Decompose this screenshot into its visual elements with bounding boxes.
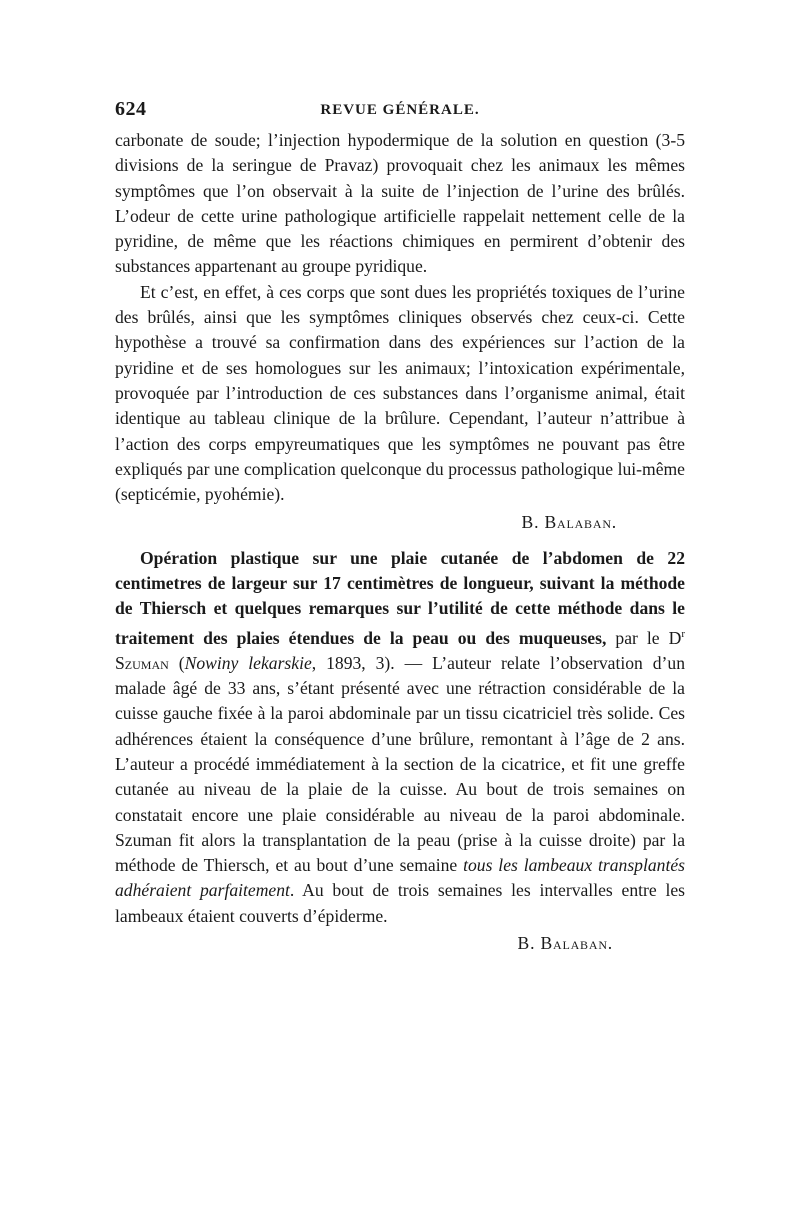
article-byline: par le D: [606, 627, 682, 648]
running-title: REVUE GÉNÉRALE.: [320, 102, 480, 118]
article-body-2: . Au bout de trois semaines les intervalles entre les lambeaux étaient couverts d’épiderme.: [115, 880, 685, 926]
page-header: [115, 98, 685, 124]
paren-open: (: [168, 652, 185, 673]
paragraph-continuation: carbonate de soude; l’injection hypodermique de la solution en question (3-5 divisions de la seringue de Pravaz) provoquait chez les animaux les mêmes symptômes que l’on observait à la suite de l’injection de l’urine des brûlés. L’odeur de cette urine pathologique artificielle rappelait nettement celle de la pyridine, de même que les réactions chimiques en permirent d’obtenir des substances appartenant au groupe pyridique.: [115, 130, 685, 277]
paragraph-toxicity: Et c’est, en effet, à ces corps que sont dues les propriétés toxiques de l’urine des brûlés, ainsi que les symptômes cliniques observés chez ceux-ci. Cette hypothèse a trouvé sa confirmation dans des expériences sur l’action de la pyridine et de ses homologues sur les animaux; l’intoxication expérimentale, provoquée par l’introduction de ces substances dans l’organisme animal, était identique au tableau clinique de la brûlure. Cependant, l’auteur n’attribue à l’action des corps empyreumatiques que les symptômes ne pouvant pas être expliqués par une complication quelconque du processus pathologique lui-même (septicémie, pyohémie).: [115, 281, 685, 505]
journal-name: Nowiny lekarskie: [184, 652, 312, 673]
article-emphasis: tous les lambeaux transplantés adhéraient parfaitement: [115, 855, 686, 901]
article-headline: Opération plastique sur une plaie cutanée de l’abdomen de 22 centimetres de largeur sur 17 centimètres de longueur, suivant la méthode de Thiersch et quelques remarques sur l’utilité de cette méthode dans le traitement des plaies étendues de la peau ou des muqueuses,: [115, 547, 685, 648]
signature-balaban-1: B. Balaban.: [521, 512, 617, 533]
citation-details: , 1893, 3). —: [311, 652, 433, 673]
article-thiersch: [115, 546, 685, 929]
page-number: 624: [115, 98, 147, 120]
article-body-1: L’auteur relate l’observation d’un malade âgé de 33 ans, s’étant présenté avec une rétraction considérable de la cuisse gauche fixée à la paroi abdominale par un tissu cicatriciel très solide. Ces adhérences étaient la conséquence d’une brûlure, remontant à l’âge de 2 ans. L’auteur a procédé immédiatement à la section de la cicatrice, et fit une greffe cutanée au niveau de la plaie de la cuisse. Au bout de trois semaines on constatait encore une plaie considérable au niveau de la paroi abdominale. Szuman fit alors la transplantation de la peau (prise à la cuisse droite) par la méthode de Thiersch, et au bout d’une semaine: [115, 652, 685, 876]
author-name: Szuman: [115, 652, 169, 673]
body-text: [115, 128, 685, 956]
doctor-superscript: r: [681, 627, 685, 640]
signature-balaban-2: B. Balaban.: [517, 933, 613, 954]
